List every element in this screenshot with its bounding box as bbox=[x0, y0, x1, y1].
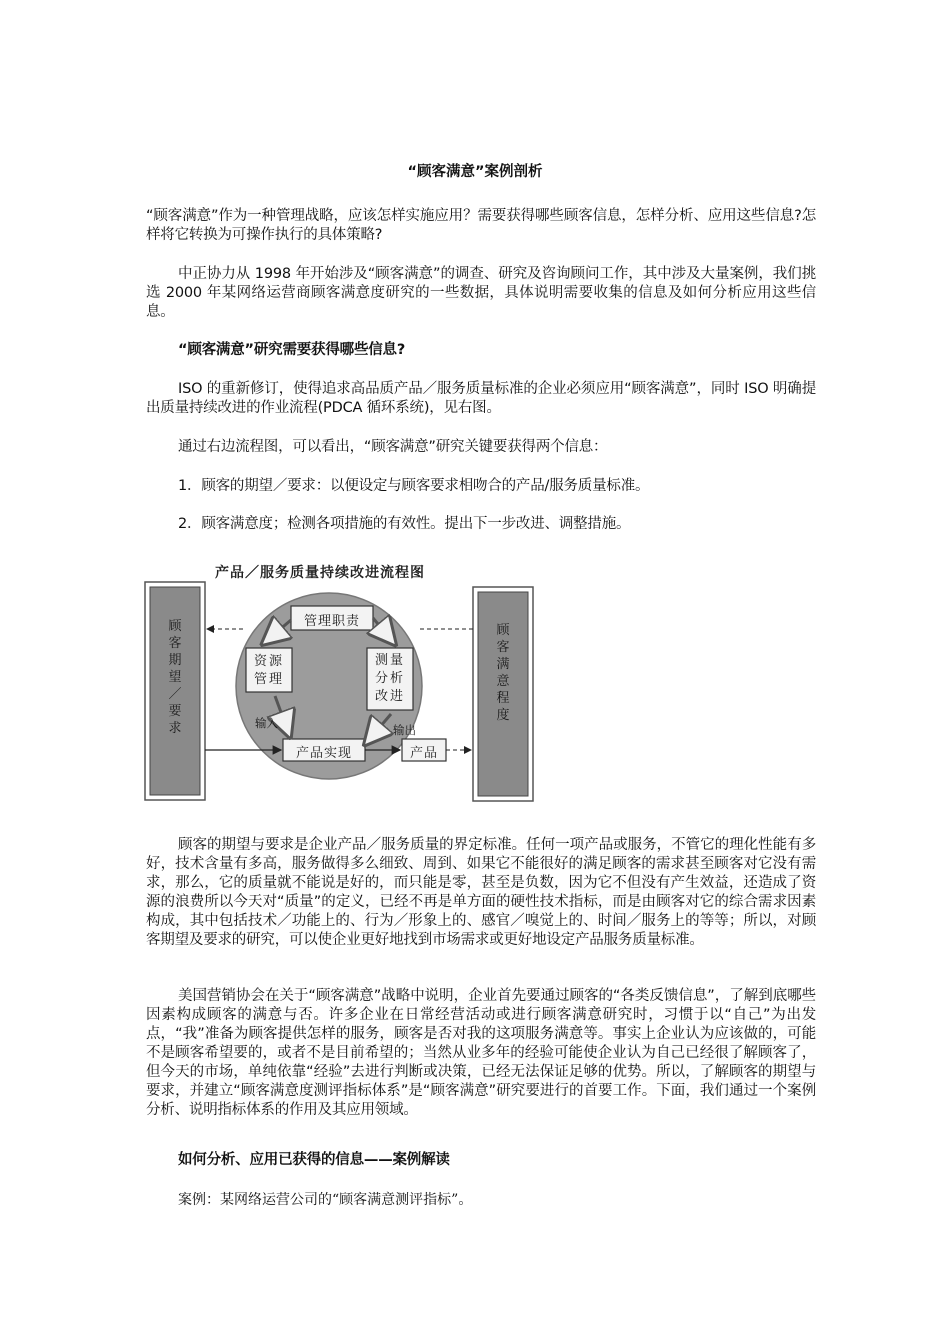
box-resource-management: 资源管理 bbox=[253, 654, 284, 687]
paragraph-iso: ISO 的重新修订，使得追求高品质产品／服务质量标准的企业必须应用“顾客满意”，同时 ISO 明确提出质量持续改进的作业流程(PDCA 循环系统)，见右图。 bbox=[146, 381, 816, 416]
quality-flowchart-figure bbox=[143, 556, 535, 802]
section-heading-1: “顾客满意”研究需要获得哪些信息? bbox=[178, 342, 406, 358]
flowchart-graphic bbox=[143, 556, 535, 802]
list-item-2: 2．顾客满意度；检测各项措施的有效性。提出下一步改进、调整措施。 bbox=[178, 516, 631, 532]
box-management-responsibility: 管理职责 bbox=[303, 614, 360, 629]
left-bar-label: 顾客期望／要求 bbox=[168, 619, 182, 736]
flowchart-title: 产品／服务质量持续改进流程图 bbox=[215, 565, 425, 581]
list-item-1: 1．顾客的期望／要求：以便设定与顾客要求相吻合的产品/服务质量标准。 bbox=[178, 478, 650, 494]
box-product: 产品 bbox=[409, 746, 438, 761]
paragraph-ama: 美国营销协会在关于“顾客满意”战略中说明，企业首先要通过顾客的“各类反馈信息”，了解到底哪些因素构成顾客的满意与否。许多企业在日常经营活动或进行顾客满意研究时，习惯于以“自己”为出发点，“我”准备为顾客提供怎样的服务，顾客是否对我的这项服务满意等。事实上企业认为应该做的，可能不是顾客希望要的，或者不是目前希望的；当然从业多年的经验可能使企业认为自己已经很了解顾客了，但今天的市场，单纯依靠“经验”去进行判断或决策，已经无法保证足够的优势。所以，了解顾客的期望与要求，并建立“顾客满意度测评指标体系”是“顾客满意”研究要进行的首要工作。下面，我们通过一个案例分析、说明指标体系的作用及其应用领域。 bbox=[146, 988, 816, 1118]
paragraph-flowchart-intro: 通过右边流程图，可以看出，“顾客满意”研究关键要获得两个信息： bbox=[178, 439, 608, 455]
document-title: “顾客满意”案例剖析 bbox=[407, 164, 543, 180]
paragraph-background: 中正协力从 1998 年开始涉及“顾客满意”的调查、研究及咨询顾问工作，其中涉及大量案例，我们挑选 2000 年某网络运营商顾客满意度研究的一些数据，具体说明需要收集的信息及如何分析应用这些信息。 bbox=[146, 266, 816, 320]
output-label: 输出 bbox=[393, 723, 416, 737]
box-measure-analyze-improve: 测量分析改进 bbox=[374, 653, 405, 704]
input-label: 输入 bbox=[255, 716, 278, 730]
section-heading-2: 如何分析、应用已获得的信息——案例解读 bbox=[178, 1152, 450, 1168]
case-line: 案例：某网络运营公司的“顾客满意测评指标”。 bbox=[178, 1192, 473, 1208]
intro-paragraph: “顾客满意”作为一种管理战略，应该怎样实施应用？需要获得哪些顾客信息，怎样分析、应用这些信息?怎样将它转换为可操作执行的具体策略? bbox=[146, 208, 816, 243]
box-product-realization: 产品实现 bbox=[295, 746, 352, 761]
paragraph-expectations: 顾客的期望与要求是企业产品／服务质量的界定标准。任何一项产品或服务，不管它的理化性能有多好，技术含量有多高，服务做得多么细致、周到、如果它不能很好的满足顾客的需求甚至顾客对它没有需求，那么，它的质量就不能说是好的，而只能是零，甚至是负数，因为它不但没有产生效益，还造成了资源的浪费所以今天对“质量”的定义，已经不再是单方面的硬性技术指标，而是由顾客对它的综合需求因素构成，其中包括技术／功能上的、行为／形象上的、感官／嗅觉上的、时间／服务上的等等；所以，对顾客期望及要求的研究，可以使企业更好地找到市场需求或更好地设定产品服务质量标准。 bbox=[146, 837, 816, 948]
right-bar-label: 顾客满意程度 bbox=[496, 623, 510, 723]
